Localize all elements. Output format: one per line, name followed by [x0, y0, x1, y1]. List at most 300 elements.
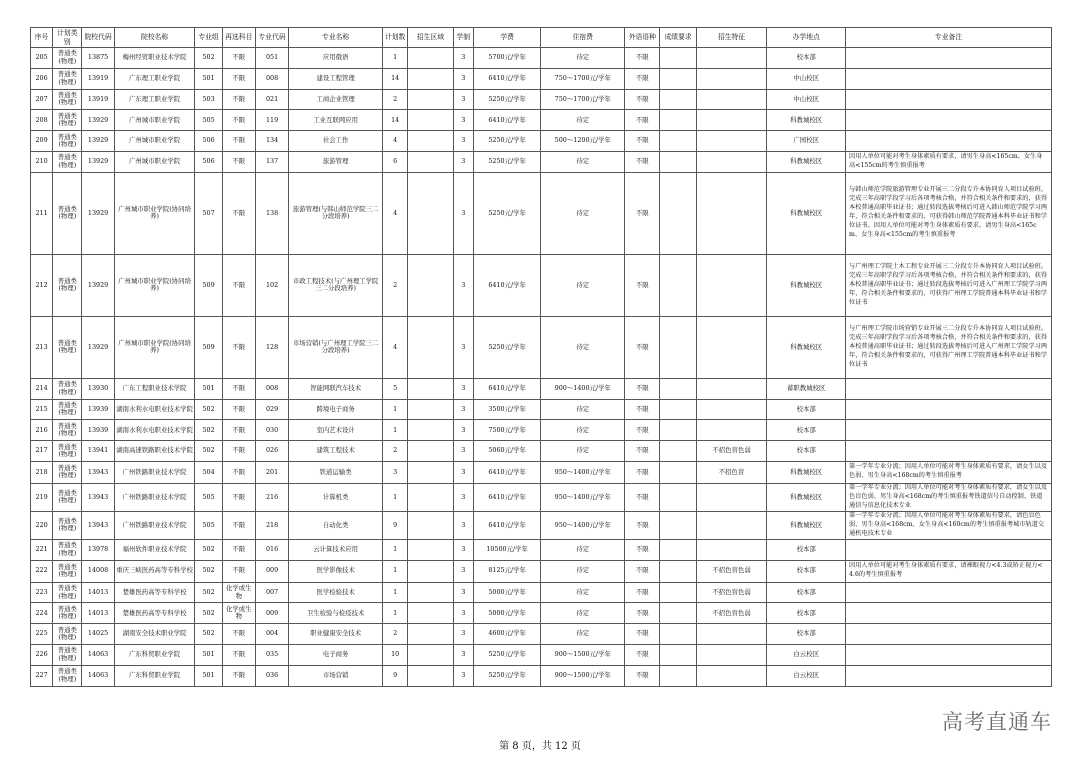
table-cell: 不限 [625, 420, 660, 441]
table-cell [696, 483, 767, 511]
table-cell: 旅游管理 [289, 151, 383, 172]
column-header: 办学地点 [767, 28, 846, 48]
table-cell: 不限 [222, 378, 255, 399]
table-cell: 1 [383, 420, 408, 441]
table-cell: 不限 [222, 131, 255, 152]
column-header: 计划类别 [53, 28, 82, 48]
table-cell: 3 [453, 645, 473, 666]
table-cell: 普通类(物理) [53, 316, 82, 378]
table-row [31, 624, 1052, 645]
table-cell: 004 [255, 624, 288, 645]
table-cell: 504 [195, 461, 222, 483]
table-cell: 3 [453, 68, 473, 89]
table-cell: 500～1200元/学年 [541, 131, 625, 152]
table-cell: 10500元/学年 [473, 539, 541, 560]
table-cell: 4 [383, 316, 408, 378]
table-cell: 021 [255, 89, 288, 110]
table-cell [408, 254, 453, 316]
table-cell: 6410元/学年 [473, 68, 541, 89]
table-cell: 219 [31, 483, 53, 511]
table-cell [696, 399, 767, 420]
table-cell: 6410元/学年 [473, 483, 541, 511]
table-cell: 待定 [541, 420, 625, 441]
table-cell: 楚雄医药高等专科学校 [114, 582, 195, 603]
table-cell: 14025 [82, 624, 114, 645]
table-cell: 不限 [625, 399, 660, 420]
table-cell: 室内艺术设计 [289, 420, 383, 441]
table-cell [696, 624, 767, 645]
table-cell: 校本部 [767, 603, 846, 624]
table-cell: 不限 [625, 665, 660, 686]
table-cell [660, 645, 696, 666]
table-cell: 普通类(物理) [53, 582, 82, 603]
table-cell: 不招色盲色弱 [696, 560, 767, 582]
table-cell: 9 [383, 665, 408, 686]
table-cell: 自动化类 [289, 511, 383, 539]
table-cell: 广州城市职业学院(协同培养) [114, 172, 195, 254]
table-cell [660, 483, 696, 511]
table-cell: 13978 [82, 539, 114, 560]
table-cell: 不招色盲色弱 [696, 582, 767, 603]
table-cell: 市场营销 [289, 665, 383, 686]
table-cell [408, 172, 453, 254]
table-cell: 1 [383, 399, 408, 420]
table-cell [660, 172, 696, 254]
table-cell [660, 68, 696, 89]
table-cell: 3 [453, 378, 473, 399]
table-cell: 智能网联汽车技术 [289, 378, 383, 399]
table-row [31, 582, 1052, 603]
table-cell: 待定 [541, 316, 625, 378]
table-cell: 13943 [82, 511, 114, 539]
table-cell: 建筑工程技术 [289, 441, 383, 462]
table-cell [660, 539, 696, 560]
table-cell: 科教城校区 [767, 511, 846, 539]
table-cell: 209 [31, 131, 53, 152]
table-cell: 不限 [625, 483, 660, 511]
table-row [31, 560, 1052, 582]
table-cell: 计算机类 [289, 483, 383, 511]
table-cell: 科教城校区 [767, 483, 846, 511]
table-cell: 13875 [82, 48, 114, 69]
table-cell: 与广州理工学院市场营销专业开展三二分段专升本协同育人项目试验班。完成三年高职学段学习后各项考核合格，并符合相关条件和要求的，获得本校普通高职毕业证书；通过转段选拔考核后可进入广州理工学院学习两年，符合相关条件和要求的，可获得广州理工学院普通本科毕业证书和学位证书 [846, 316, 1052, 378]
table-cell: 3 [453, 254, 473, 316]
table-cell [846, 89, 1052, 110]
table-cell: 湖南高速铁路职业技术学院 [114, 441, 195, 462]
table-cell: 不限 [625, 560, 660, 582]
table-cell [696, 68, 767, 89]
table-cell: 中山校区 [767, 89, 846, 110]
table-cell: 3 [453, 461, 473, 483]
table-cell: 950～1400元/学年 [541, 483, 625, 511]
table-cell: 212 [31, 254, 53, 316]
table-row [31, 511, 1052, 539]
table-cell: 216 [31, 420, 53, 441]
table-cell: 1 [383, 603, 408, 624]
table-cell: 215 [31, 399, 53, 420]
table-cell: 3500元/学年 [473, 399, 541, 420]
table-cell: 5060元/学年 [473, 441, 541, 462]
column-header: 专业组 [195, 28, 222, 48]
column-header: 专业代码 [255, 28, 288, 48]
table-cell: 13930 [82, 378, 114, 399]
table-cell: 化学或生物 [222, 603, 255, 624]
table-cell: 102 [255, 254, 288, 316]
table-cell: 13929 [82, 151, 114, 172]
table-cell: 210 [31, 151, 53, 172]
table-cell: 不限 [625, 110, 660, 131]
table-cell: 051 [255, 48, 288, 69]
table-cell [696, 110, 767, 131]
table-cell: 待定 [541, 399, 625, 420]
table-cell: 1 [383, 48, 408, 69]
table-cell: 不限 [625, 624, 660, 645]
table-cell: 中山校区 [767, 68, 846, 89]
table-cell [660, 624, 696, 645]
table-cell: 5250元/学年 [473, 172, 541, 254]
table-cell [408, 378, 453, 399]
table-cell: 重庆三峡医药高等专科学校 [114, 560, 195, 582]
table-cell: 030 [255, 420, 288, 441]
table-cell: 第一学年专业分流；因用人单位可能对考生身体素质有要求，请女生以及色盲色弱、男生身高<168cm的考生慎重报考铁道信号自动控制、铁道通信与信息化技术专业 [846, 483, 1052, 511]
table-cell: 广东工程职业技术学院 [114, 378, 195, 399]
table-row [31, 316, 1052, 378]
table-cell: 506 [195, 131, 222, 152]
table-cell: 广州城市职业学院(协同培养) [114, 254, 195, 316]
table-cell: 普通类(物理) [53, 461, 82, 483]
table-cell: 501 [195, 665, 222, 686]
column-header: 招生特征 [696, 28, 767, 48]
table-row [31, 89, 1052, 110]
table-cell: 普通类(物理) [53, 151, 82, 172]
table-cell [696, 131, 767, 152]
table-cell: 普通类(物理) [53, 483, 82, 511]
table-cell: 502 [195, 624, 222, 645]
table-cell: 214 [31, 378, 53, 399]
table-cell: 不限 [222, 624, 255, 645]
table-cell [846, 582, 1052, 603]
table-cell: 科教城校区 [767, 461, 846, 483]
table-cell: 7500元/学年 [473, 420, 541, 441]
table-cell: 不限 [222, 483, 255, 511]
table-cell: 不限 [625, 378, 660, 399]
table-cell: 校本部 [767, 560, 846, 582]
table-cell: 不限 [222, 316, 255, 378]
table-cell: 036 [255, 665, 288, 686]
table-cell: 普通类(物理) [53, 441, 82, 462]
table-cell: 普通类(物理) [53, 539, 82, 560]
table-cell: 工商企业管理 [289, 89, 383, 110]
table-cell: 750～1700元/学年 [541, 68, 625, 89]
table-cell: 湖南水利水电职业技术学院 [114, 399, 195, 420]
table-cell: 普通类(物理) [53, 89, 82, 110]
table-cell [696, 89, 767, 110]
table-cell [696, 645, 767, 666]
table-cell: 待定 [541, 560, 625, 582]
table-cell: 137 [255, 151, 288, 172]
column-header: 住宿费 [541, 28, 625, 48]
table-cell: 225 [31, 624, 53, 645]
table-cell [846, 110, 1052, 131]
table-row [31, 151, 1052, 172]
table-cell: 广州铁路职业技术学院 [114, 511, 195, 539]
table-cell: 950～1400元/学年 [541, 511, 625, 539]
column-header: 专业名称 [289, 28, 383, 48]
table-cell: 211 [31, 172, 53, 254]
table-cell: 502 [195, 441, 222, 462]
table-cell: 3 [453, 483, 473, 511]
table-cell: 134 [255, 131, 288, 152]
table-cell: 普通类(物理) [53, 68, 82, 89]
table-cell: 207 [31, 89, 53, 110]
column-header: 学制 [453, 28, 473, 48]
table-row [31, 48, 1052, 69]
table-cell: 普通类(物理) [53, 254, 82, 316]
table-row [31, 68, 1052, 89]
table-cell: 13919 [82, 89, 114, 110]
table-cell: 因用人单位可能对考生身体素质有要求，请男生身高<165cm、女生身高<155cm的考生慎重报考 [846, 151, 1052, 172]
table-cell: 不限 [222, 254, 255, 316]
table-cell: 不限 [222, 560, 255, 582]
table-cell [660, 254, 696, 316]
table-cell: 待定 [541, 110, 625, 131]
table-cell: 3 [453, 582, 473, 603]
table-cell: 008 [255, 378, 288, 399]
table-cell: 3 [453, 420, 473, 441]
table-cell [408, 316, 453, 378]
table-cell: 029 [255, 399, 288, 420]
table-cell: 13939 [82, 399, 114, 420]
table-cell: 待定 [541, 624, 625, 645]
table-cell: 5250元/学年 [473, 151, 541, 172]
table-cell: 13919 [82, 68, 114, 89]
table-row [31, 378, 1052, 399]
table-cell: 不限 [222, 441, 255, 462]
table-cell: 第一学年专业分流；因用人单位可能对考生身体素质有要求，请色盲色弱、男生身高<168cm、女生身高<160cm的考生慎重报考城市轨道交通机电技术专业 [846, 511, 1052, 539]
table-cell: 3 [453, 603, 473, 624]
table-cell: 不招色盲色弱 [696, 603, 767, 624]
column-header: 学费 [473, 28, 541, 48]
table-cell: 不限 [625, 172, 660, 254]
table-cell: 6410元/学年 [473, 110, 541, 131]
column-header: 再选科目 [222, 28, 255, 48]
table-cell: 5250元/学年 [473, 665, 541, 686]
table-cell [846, 131, 1052, 152]
table-cell: 750～1700元/学年 [541, 89, 625, 110]
table-header-row [31, 28, 1052, 48]
table-cell: 待定 [541, 441, 625, 462]
table-cell: 10 [383, 645, 408, 666]
table-cell: 不限 [222, 89, 255, 110]
table-cell: 5000元/学年 [473, 582, 541, 603]
table-cell: 3 [453, 441, 473, 462]
table-cell: 普通类(物理) [53, 48, 82, 69]
table-cell: 008 [255, 68, 288, 89]
table-row [31, 483, 1052, 511]
table-cell: 4600元/学年 [473, 624, 541, 645]
table-cell: 13943 [82, 461, 114, 483]
table-cell [408, 461, 453, 483]
table-cell: 不限 [222, 399, 255, 420]
table-cell: 普通类(物理) [53, 511, 82, 539]
table-cell: 广州城市职业学院(协同培养) [114, 316, 195, 378]
table-cell [660, 560, 696, 582]
table-cell: 5000元/学年 [473, 603, 541, 624]
table-cell: 502 [195, 539, 222, 560]
table-row [31, 399, 1052, 420]
table-cell: 505 [195, 110, 222, 131]
table-cell: 8125元/学年 [473, 560, 541, 582]
table-cell: 3 [453, 48, 473, 69]
table-cell [660, 420, 696, 441]
table-body [31, 48, 1052, 687]
table-cell: 不限 [222, 48, 255, 69]
table-cell: 016 [255, 539, 288, 560]
table-cell: 900～1400元/学年 [541, 378, 625, 399]
column-header: 院校名称 [114, 28, 195, 48]
table-row [31, 254, 1052, 316]
table-cell: 220 [31, 511, 53, 539]
table-cell: 3 [383, 461, 408, 483]
table-cell: 不招色盲色弱 [696, 441, 767, 462]
table-cell: 普通类(物理) [53, 399, 82, 420]
page-footer: 第 8 页，共 12 页 [499, 741, 581, 752]
table-cell: 227 [31, 665, 53, 686]
table-cell: 501 [195, 68, 222, 89]
table-cell [660, 441, 696, 462]
table-cell: 5250元/学年 [473, 316, 541, 378]
table-cell [408, 511, 453, 539]
table-cell: 梅州经贸职业技术学院 [114, 48, 195, 69]
table-cell: 普通类(物理) [53, 603, 82, 624]
table-cell: 校本部 [767, 539, 846, 560]
table-cell: 3 [453, 539, 473, 560]
table-cell: 5700元/学年 [473, 48, 541, 69]
table-cell: 2 [383, 89, 408, 110]
table-cell: 市场营销(与广州理工学院三二分段培养) [289, 316, 383, 378]
table-cell: 跨境电子商务 [289, 399, 383, 420]
table-cell [408, 582, 453, 603]
table-cell: 216 [255, 483, 288, 511]
table-cell: 213 [31, 316, 53, 378]
table-cell: 普通类(物理) [53, 110, 82, 131]
table-cell: 13941 [82, 441, 114, 462]
table-cell: 502 [195, 399, 222, 420]
table-cell: 9 [383, 511, 408, 539]
watermark: 高考直通车 [942, 710, 1052, 734]
table-cell: 与韩山师范学院旅游管理专业开展三二分段专升本协同育人项目试验班。完成三年高职学段学习后各项考核合格，并符合相关条件和要求的，获得本校普通高职毕业证书；通过转段选拔考核后可进入韩山师范学院学习两年，符合相关条件和要求的，可获得韩山师范学院普通本科毕业证书和学位证书。因用人单位可能对考生身体素质有要求，请男生身高<165cm、女生身高<155cm的考生慎重报考 [846, 172, 1052, 254]
table-cell: 5 [383, 378, 408, 399]
table-cell: 不限 [625, 68, 660, 89]
table-cell: 206 [31, 68, 53, 89]
table-cell: 普通类(物理) [53, 560, 82, 582]
table-cell: 不限 [222, 665, 255, 686]
table-cell: 501 [195, 378, 222, 399]
table-cell: 广园校区 [767, 131, 846, 152]
table-cell: 208 [31, 110, 53, 131]
table-row [31, 131, 1052, 152]
table-cell [696, 665, 767, 686]
table-cell [408, 539, 453, 560]
table-cell: 不限 [222, 511, 255, 539]
table-cell: 不限 [625, 645, 660, 666]
table-cell [846, 645, 1052, 666]
table-cell: 026 [255, 441, 288, 462]
table-cell [660, 48, 696, 69]
table-cell: 3 [453, 624, 473, 645]
table-cell: 楚雄医药高等专科学校 [114, 603, 195, 624]
table-cell: 218 [255, 511, 288, 539]
table-cell: 普通类(物理) [53, 645, 82, 666]
table-cell: 007 [255, 582, 288, 603]
table-cell: 不限 [625, 461, 660, 483]
table-cell: 白云校区 [767, 665, 846, 686]
table-cell: 福州软件职业技术学院 [114, 539, 195, 560]
table-cell: 广州铁路职业技术学院 [114, 461, 195, 483]
table-cell [408, 68, 453, 89]
table-cell [846, 539, 1052, 560]
table-cell: 13929 [82, 316, 114, 378]
table-cell: 502 [195, 560, 222, 582]
table-cell [660, 110, 696, 131]
table-cell: 普通类(物理) [53, 172, 82, 254]
table-cell: 13929 [82, 254, 114, 316]
table-cell: 218 [31, 461, 53, 483]
table-cell [408, 151, 453, 172]
table-cell [660, 665, 696, 686]
table-cell [660, 399, 696, 420]
table-cell [696, 378, 767, 399]
table-cell: 不限 [625, 582, 660, 603]
table-cell: 医学检验技术 [289, 582, 383, 603]
table-cell: 湖南安全技术职业学院 [114, 624, 195, 645]
table-cell: 6410元/学年 [473, 378, 541, 399]
table-cell: 科教城校区 [767, 110, 846, 131]
table-cell [408, 399, 453, 420]
table-cell: 3 [453, 172, 473, 254]
table-cell: 5250元/学年 [473, 89, 541, 110]
table-cell: 226 [31, 645, 53, 666]
table-cell: 待定 [541, 539, 625, 560]
table-cell: 广东科贸职业学院 [114, 665, 195, 686]
table-cell: 不限 [625, 48, 660, 69]
table-cell: 3 [453, 560, 473, 582]
table-cell [660, 603, 696, 624]
table-cell: 3 [453, 151, 473, 172]
table-cell: 普通类(物理) [53, 131, 82, 152]
table-cell: 不限 [625, 316, 660, 378]
table-cell [846, 378, 1052, 399]
table-cell: 普通类(物理) [53, 420, 82, 441]
table-cell: 900～1500元/学年 [541, 645, 625, 666]
table-row [31, 461, 1052, 483]
table-cell: 广州铁路职业技术学院 [114, 483, 195, 511]
table-cell: 6 [383, 151, 408, 172]
table-cell [660, 89, 696, 110]
table-cell: 电子商务 [289, 645, 383, 666]
table-cell: 950～1400元/学年 [541, 461, 625, 483]
column-header: 专业备注 [846, 28, 1052, 48]
table-cell: 009 [255, 603, 288, 624]
table-cell: 职业健康安全技术 [289, 624, 383, 645]
table-cell: 普通类(物理) [53, 665, 82, 686]
table-cell: 4 [383, 131, 408, 152]
table-cell [846, 441, 1052, 462]
table-cell: 医学影像技术 [289, 560, 383, 582]
table-cell: 白云校区 [767, 645, 846, 666]
column-header: 序号 [31, 28, 53, 48]
table-cell: 205 [31, 48, 53, 69]
